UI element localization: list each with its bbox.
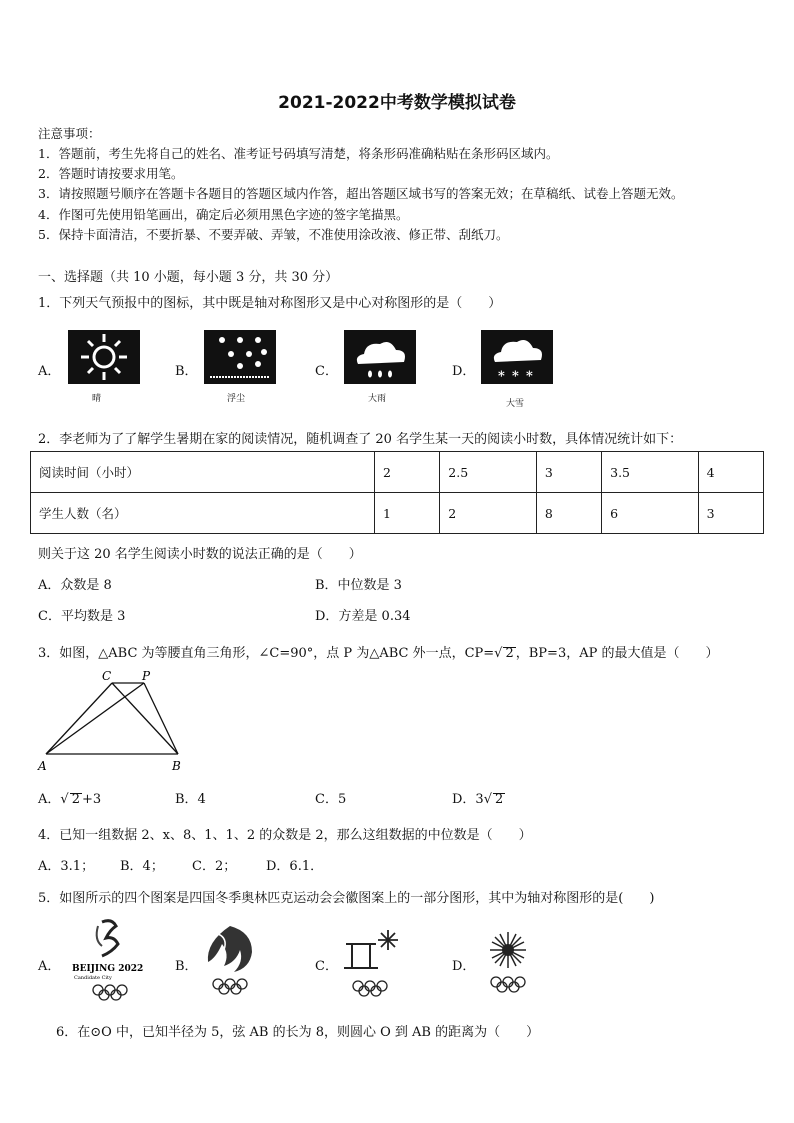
- q1-caption-a: 晴: [92, 394, 102, 404]
- point-b-label: B: [172, 759, 181, 773]
- q3-stem-part: ，BP=3，AP 的最大值是（ ）: [515, 646, 719, 661]
- sqrt-symbol: √: [494, 646, 503, 661]
- svg-text:*: *: [512, 369, 519, 384]
- question-2-stem: 2．李老师为了了解学生暑期在家的阅读情况，随机调查了 20 名学生某一天的阅读小时数，具体情况统计如下：: [38, 432, 683, 447]
- q5-option-a-label: A．: [38, 959, 61, 974]
- notice-item: 5．保持卡面清洁，不要折暴、不要弄破、弄皱，不准使用涂改液、修正带、刮纸刀。: [38, 227, 509, 242]
- q1-option-b-label: B．: [175, 364, 198, 379]
- question-4-stem: 4．已知一组数据 2、x、8、1、1、2 的众数是 2，那么这组数据的中位数是（ ）: [38, 828, 532, 843]
- q3-d-label: D．3: [452, 792, 484, 807]
- q3-stem-sqrt: 2: [505, 646, 514, 661]
- table-cell: 3: [698, 493, 763, 534]
- q3-option-a: [38, 788, 101, 807]
- q1-option-a-label: A．: [38, 364, 61, 379]
- page-title: 2021-2022中考数学模拟试卷: [278, 93, 516, 113]
- q2-option-d: D．方差是 0.34: [315, 609, 411, 624]
- table-cell: 2: [375, 452, 440, 493]
- point-c-label: C: [102, 669, 112, 683]
- table-cell: 4: [698, 452, 763, 493]
- q3-a-rest: +3: [81, 792, 102, 807]
- point-a-label: A: [38, 759, 47, 773]
- q4-option-d: D．6.1．: [266, 859, 324, 874]
- table-cell: 3: [536, 452, 601, 493]
- question-3-stem: [38, 642, 718, 661]
- table-row: [31, 452, 764, 493]
- question-2-prompt: 则关于这 20 名学生阅读小时数的说法正确的是（ ）: [38, 547, 362, 562]
- question-1-stem: 1．下列天气预报中的图标，其中既是轴对称图形又是中心对称图形的是（ ）: [38, 296, 502, 311]
- sqrt-symbol: √: [483, 792, 492, 807]
- q1-option-c-label: C．: [315, 364, 338, 379]
- q3-option-b: B．4: [175, 792, 206, 807]
- q5-option-c-label: C．: [315, 959, 338, 974]
- q2-option-b: B．中位数是 3: [315, 578, 402, 593]
- notice-heading: 注意事项：: [38, 126, 101, 141]
- snowflake-emblem: [478, 928, 538, 1002]
- q4-option-b: B．4；: [120, 859, 164, 874]
- q3-d-sqrt: 2: [495, 792, 504, 807]
- q5-option-d-label: D．: [452, 959, 476, 974]
- notice-item: 3．请按照题号顺序在答题卡各题目的答题区域内作答，超出答题区域书写的答案无效；在草稿纸、试卷上答题无效。: [38, 186, 684, 201]
- triangle-figure: [36, 668, 186, 778]
- question-5-stem: 5．如图所示的四个图案是四国冬季奥林匹克运动会会徽图案上的一部分图形，其中为轴对称图形的是( ): [38, 891, 655, 906]
- q3-stem-part: 3．如图，△ABC 为等腰直角三角形，∠C=90°，点 P 为△ABC 外一点，CP=: [38, 646, 495, 661]
- section-heading: 一、选择题（共 10 小题，每小题 3 分，共 30 分）: [38, 270, 339, 285]
- emblem-subtext: Candidate City: [74, 975, 112, 981]
- table-cell: 学生人数（名）: [31, 493, 375, 534]
- table-cell: 2.5: [440, 452, 537, 493]
- q4-option-c: C．2；: [192, 859, 237, 874]
- q1-caption-b: 浮尘: [227, 394, 246, 404]
- table-cell: 阅读时间（小时）: [31, 452, 375, 493]
- notice-item: 4．作图可先使用铅笔画出，确定后必须用黑色字迹的签字笔描黑。: [38, 207, 409, 222]
- q1-caption-c: 大雨: [368, 394, 387, 404]
- question-6-stem: 6．在⊙O 中，已知半径为 5，弦 AB 的长为 8，则圆心 O 到 AB 的距离为（ ）: [56, 1025, 540, 1040]
- table-cell: 3.5: [602, 452, 699, 493]
- sun-icon: [68, 330, 140, 384]
- notice-item: 1．答题前，考生先将自己的姓名、准考证号码填写清楚，将条形码准确粘贴在条形码区域内。: [38, 146, 559, 161]
- q3-option-c: C．5: [315, 792, 347, 807]
- q5-option-b-label: B．: [175, 959, 198, 974]
- q1-caption-d: 大雪: [506, 399, 525, 409]
- notice-item: 2．答题时请按要求用笔。: [38, 166, 184, 181]
- q2-option-c: C．平均数是 3: [38, 609, 126, 624]
- svg-text:*: *: [498, 369, 505, 384]
- dust-icon: [204, 330, 276, 384]
- q1-option-d-label: D．: [452, 364, 476, 379]
- point-p-label: P: [142, 669, 151, 683]
- q3-option-d: [452, 788, 505, 807]
- sqrt-symbol: √: [60, 792, 69, 807]
- table-cell: 6: [602, 493, 699, 534]
- q4-option-a: A．3.1；: [38, 859, 95, 874]
- table-cell: 1: [375, 493, 440, 534]
- gate-star-emblem: [340, 928, 406, 1004]
- flame-emblem: [200, 922, 260, 1004]
- q3-a-sqrt: 2: [71, 792, 80, 807]
- snow-icon: [481, 330, 553, 384]
- svg-text:*: *: [526, 369, 533, 384]
- table-cell: 2: [440, 493, 537, 534]
- rain-icon: [344, 330, 416, 384]
- emblem-text: BEIJING 2022: [72, 964, 144, 974]
- table-row: [31, 493, 764, 534]
- table-cell: 8: [536, 493, 601, 534]
- reading-stats-table: [30, 451, 764, 534]
- q3-a-label: A．: [38, 792, 61, 807]
- beijing-2022-emblem: [66, 916, 158, 1008]
- q2-option-a: A．众数是 8: [38, 578, 112, 593]
